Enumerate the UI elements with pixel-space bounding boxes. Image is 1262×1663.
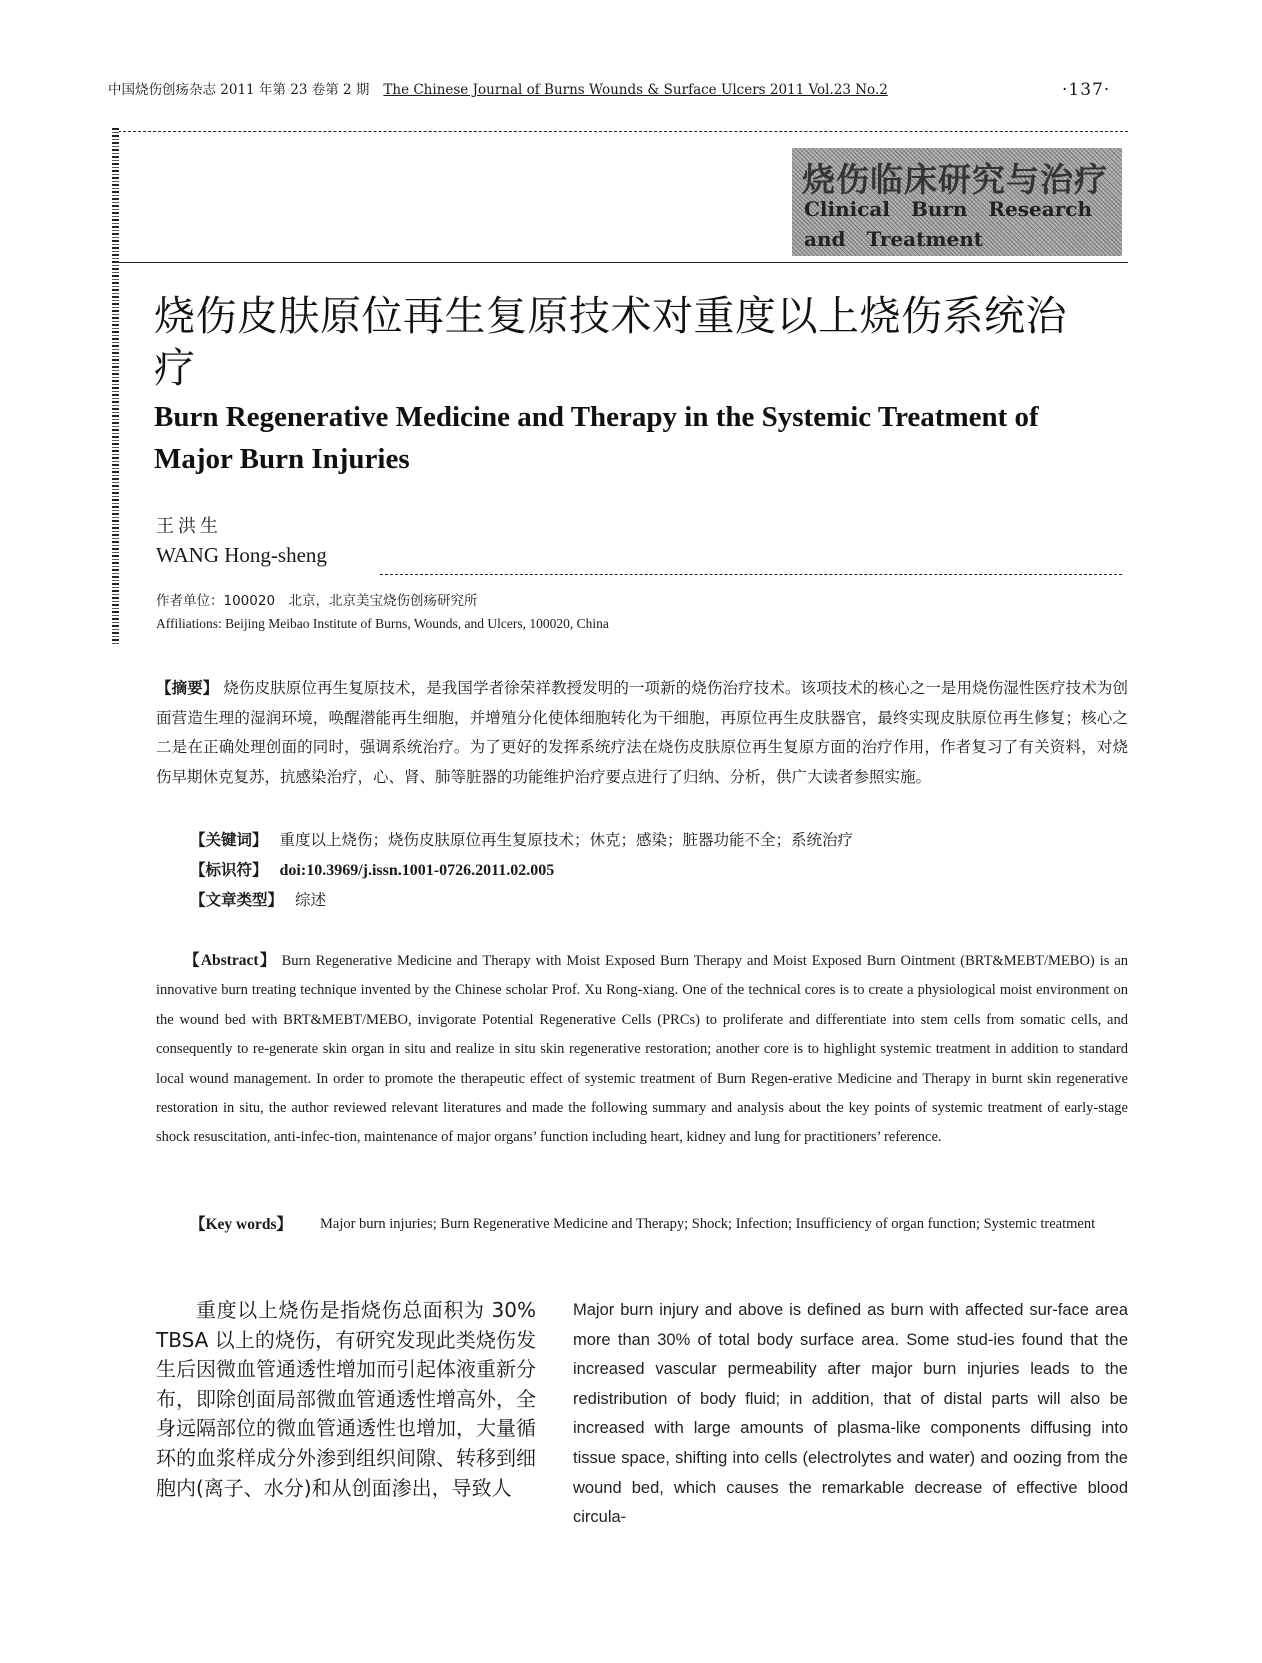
abstract-en: [156, 946, 1128, 1153]
header-rule: [118, 131, 1128, 132]
affiliation-cn: 作者单位：100020 北京，北京美宝烧伤创疡研究所: [156, 593, 478, 609]
body-text-en: Major burn injury and above is defined as burn with affected sur-face area more than 30% of total body surface area. Some stud-ies found that the increased vascular permeability after major burn injuries leads to the redistribution of body fluid; in addition, that of distal parts will also be increased with large amounts of plasma-like components diffusing into tissue space, shifting into cells (electrolytes and water) and oozing from the wound bed, which causes the remarkable decrease of effective blood circula-: [573, 1301, 1128, 1527]
journal-cn: 中国烧伤创疡杂志 2011 年第 23 卷第 2 期: [108, 82, 370, 98]
page-number: ·137·: [1062, 80, 1111, 100]
article-type: [190, 888, 326, 910]
section-title-en: Clinical Burn Research and Treatment: [804, 197, 1092, 251]
abstract-en-label: 【Abstract】: [184, 952, 277, 969]
section-rule: [118, 262, 1128, 263]
keywords-en: [190, 1210, 1128, 1239]
affiliation-en: Affiliations: Beijing Meibao Institute of Burns, Wounds, and Ulcers, 100020, China: [156, 616, 609, 631]
article-type-label: 【文章类型】: [190, 891, 284, 909]
section-banner: [792, 148, 1122, 256]
author-cn: 王洪生: [156, 516, 222, 537]
keywords-en-label: 【Key words】: [190, 1216, 293, 1233]
keywords-cn-label: 【关键词】: [190, 831, 268, 849]
decorative-border: [112, 128, 119, 646]
body-text-cn: 重度以上烧伤是指烧伤总面积为 30% TBSA 以上的烧伤，有研究发现此类烧伤发生后因微血管通透性增加而引起体液重新分布，即除创面局部微血管通透性增高外，全身远隔部位的微血管通透性也增加，大量循环的血浆样成分外渗到组织间隙、转移到细胞内(离子、水分)和从创面渗出，导致人: [156, 1298, 536, 1500]
keywords-en-text: Major burn injuries; Burn Regenerative Medicine and Therapy; Shock; Infection; Insufficiency of organ function; Systemic treatment: [320, 1216, 1096, 1232]
abstract-cn: [156, 674, 1128, 792]
author-en: WANG Hong-sheng: [156, 543, 327, 567]
journal-en: The Chinese Journal of Burns Wounds & Surface Ulcers 2011 Vol.23 No.2: [383, 82, 888, 98]
abstract-cn-label: 【摘要】: [156, 679, 219, 697]
article-type-value: 综述: [295, 891, 327, 909]
section-title-cn: 烧伤临床研究与治疗: [802, 160, 1108, 199]
running-header: [108, 78, 888, 98]
keywords-cn-text: 重度以上烧伤；烧伤皮肤原位再生复原技术；休克；感染；脏器功能不全；系统治疗: [279, 831, 854, 849]
keywords-cn: [190, 828, 853, 850]
doi-line: [190, 858, 554, 880]
author-rule: [380, 574, 1122, 575]
doi-label: 【标识符】: [190, 861, 268, 879]
doi-value: doi:10.3969/j.issn.1001-0726.2011.02.005: [279, 862, 555, 879]
abstract-en-text: Burn Regenerative Medicine and Therapy with Moist Exposed Burn Therapy and Moist Exposed Burn Ointment (BRT&MEBT/MEBO) is an innovative burn treating technique invented by the Chinese scholar Prof. Xu Rong-xiang. One of the technical cores is to create a physiological moist environment on the wound bed with BRT&MEBT/MEBO, invigorate Potential Regenerative Cells (PRCs) to proliferate and differentiate into stem cells from somatic cells, and consequently to re-generate skin organ in situ and realize in situ skin regenerative restoration; another core is to highlight systemic treatment in addition to standard local wound management. In order to promote the therapeutic effect of systemic treatment of Burn Regen-erative Medicine and Therapy in burnt skin regenerative restoration in situ, the author reviewed relevant literatures and made the following summary and analysis about the key points of systemic treatment of early-stage shock resuscitation, anti-infec-tion, maintenance of major organs’ function including heart, kidney and lung for practitioners’ reference.: [156, 953, 1129, 1146]
abstract-cn-text: 烧伤皮肤原位再生复原技术，是我国学者徐荣祥教授发明的一项新的烧伤治疗技术。该项技术的核心之一是用烧伤湿性医疗技术为创面营造生理的湿润环境，唤醒潜能再生细胞，并增殖分化使体细胞转化为干细胞，再原位再生皮肤器官，最终实现皮肤原位再生修复；核心之二是在正确处理创面的同时，强调系统治疗。为了更好的发挥系统疗法在烧伤皮肤原位再生复原方面的治疗作用，作者复习了有关资料，对烧伤早期休克复苏，抗感染治疗，心、肾、肺等脏器的功能维护治疗要点进行了归纳、分析，供广大读者参照实施。: [156, 679, 1128, 786]
article-title-en: Burn Regenerative Medicine and Therapy in the Systemic Treatment of Major Burn Injuries: [154, 401, 1039, 475]
article-title-cn: 烧伤皮肤原位再生复原技术对重度以上烧伤系统治疗: [154, 292, 1067, 392]
